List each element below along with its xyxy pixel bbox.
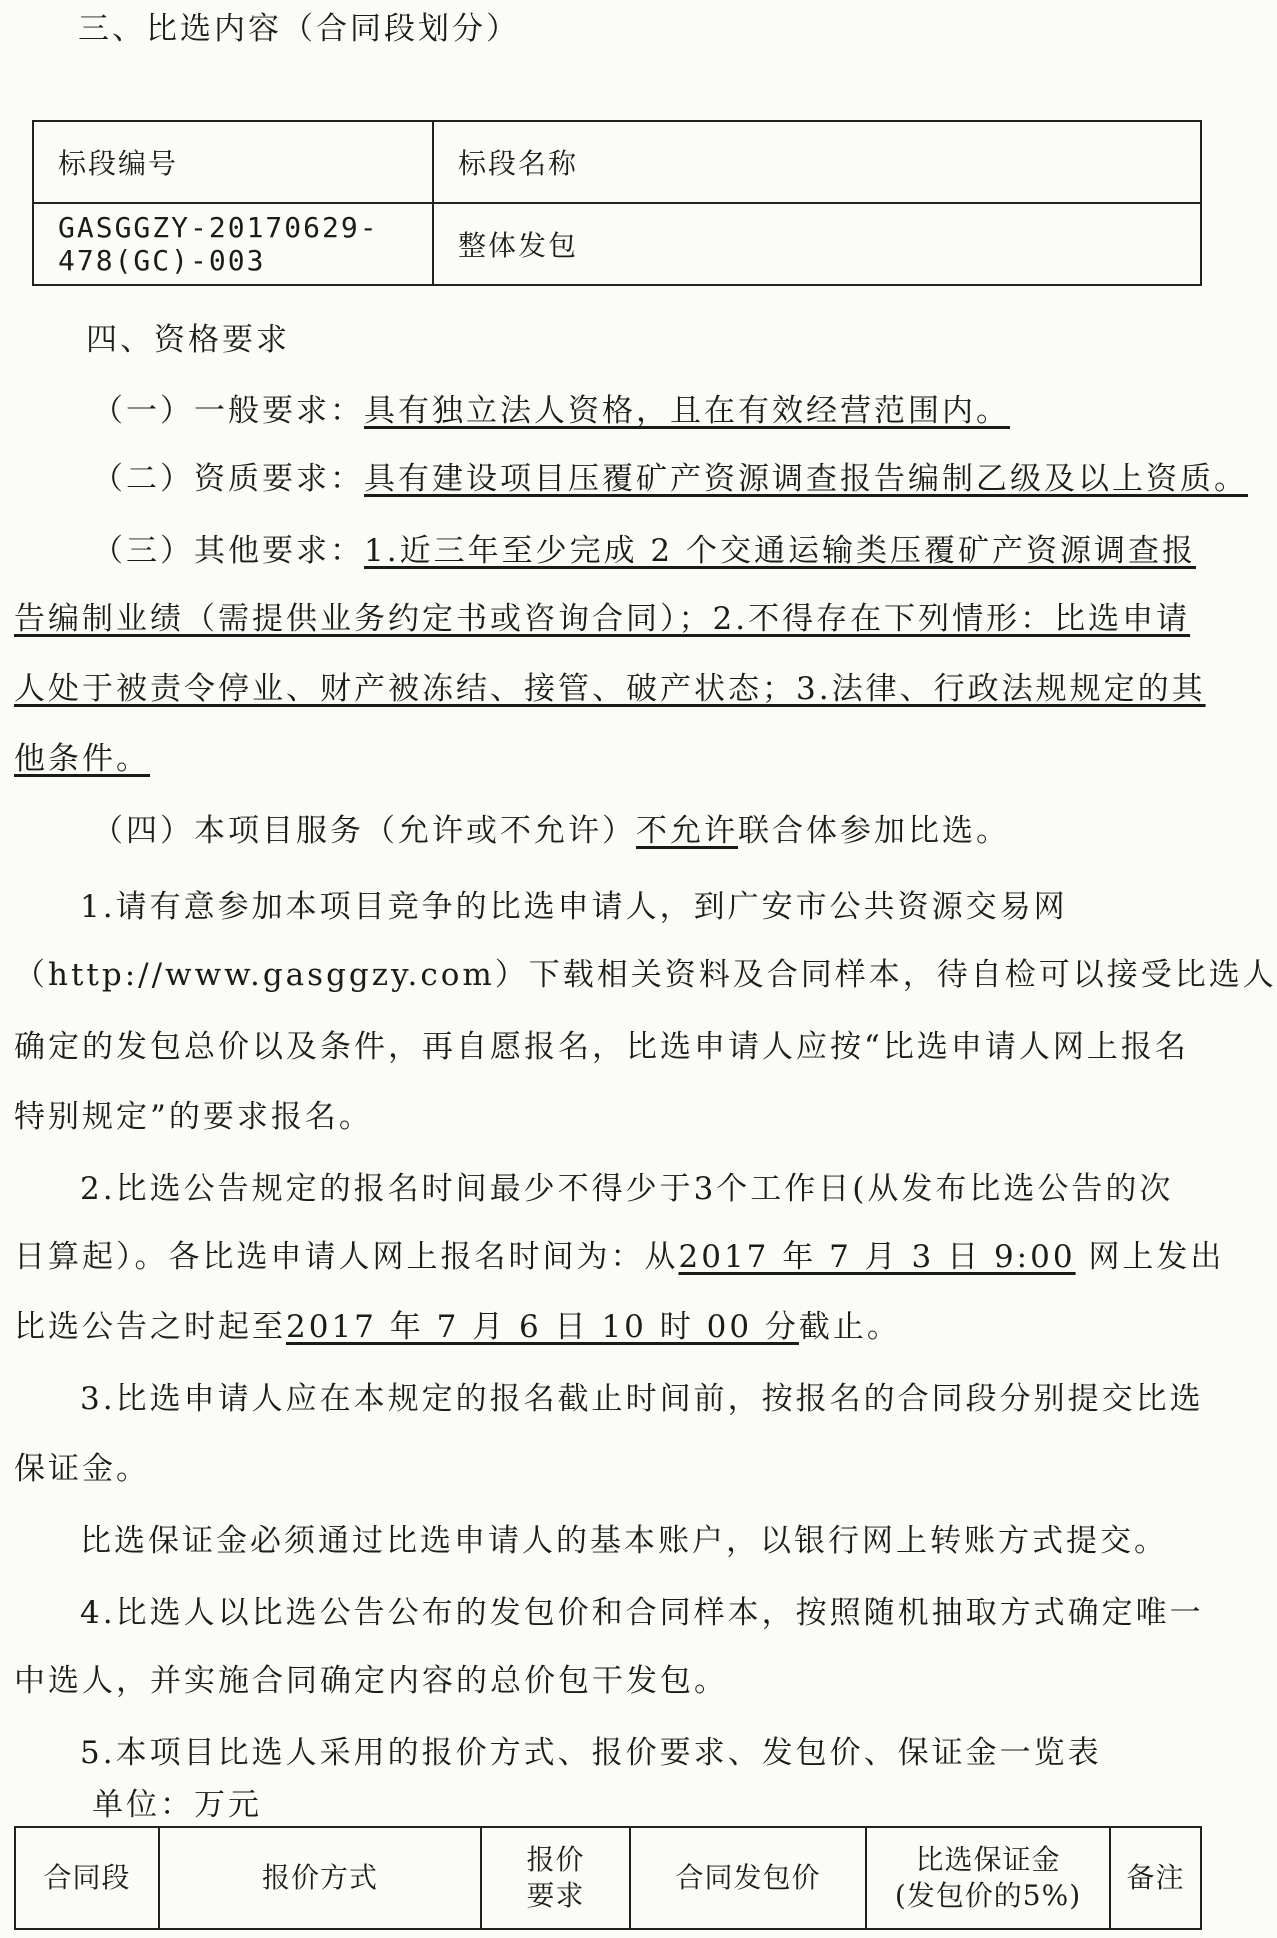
requirement-3-line-1 (92, 530, 1272, 572)
table-header-cell: 合同段 (15, 1827, 159, 1929)
requirement-text: 1.近三年至少完成 2 个交通运输类压覆矿产资源调查报 (364, 533, 1197, 569)
requirement-prefix: （四）本项目服务（允许或不允许） (92, 813, 636, 849)
header-line: 要求 (526, 1879, 585, 1912)
table-header-cell: 备注 (1110, 1827, 1201, 1929)
registration-end-time: 2017 年 7 月 6 日 10 时 00 分 (286, 1309, 799, 1345)
table-header-cell (481, 1827, 630, 1929)
requirement-3-line-3: 人处于被责令停业、财产被冻结、接管、破产状态；3.法律、行政法规规定的其 (14, 671, 1206, 707)
paragraph-2-line-2 (14, 1236, 1225, 1278)
paragraph-1-line-1: 1.请有意参加本项目竞争的比选申请人，到广安市公共资源交易网 (80, 889, 1068, 925)
paragraph-3b: 比选保证金必须通过比选申请人的基本账户，以银行网上转账方式提交。 (80, 1523, 1168, 1559)
header-line: 报价 (526, 1843, 585, 1876)
paragraph-3-line-2: 保证金。 (14, 1451, 150, 1487)
header-line: (发包价的5%) (894, 1879, 1082, 1912)
contract-section-table (32, 120, 1202, 286)
requirement-text: 具有独立法人资格，且在有效经营范围内。 (364, 393, 1010, 429)
paragraph-2-line-3 (14, 1306, 1194, 1348)
section-3-title: 三、比选内容（合同段划分） (78, 11, 520, 47)
requirement-label: （三）其他要求： (92, 533, 364, 569)
table-header-row (15, 1827, 1201, 1929)
paragraph-text: 比选公告之时起至 (14, 1309, 286, 1345)
table-cell-code: GASGGZY-20170629-478(GC)-003 (33, 203, 433, 285)
header-line: 比选保证金 (915, 1843, 1061, 1876)
paragraph-1-line-4: 特别规定”的要求报名。 (14, 1099, 373, 1135)
requirement-2 (92, 458, 1272, 500)
requirement-suffix: 联合体参加比选。 (738, 813, 1010, 849)
section-4-title: 四、资格要求 (86, 322, 290, 358)
paragraph-4-line-1: 4.比选人以比选公告公布的发包价和合同样本，按照随机抽取方式确定唯一 (80, 1595, 1204, 1631)
unit-label: 单位：万元 (92, 1787, 262, 1823)
paragraph-text: 日算起）。各比选申请人网上报名时间为：从 (14, 1239, 679, 1275)
table-header-row (33, 121, 1201, 203)
paragraph-text: 网上发出 (1088, 1239, 1225, 1275)
table-header-cell: 标段名称 (433, 121, 1201, 203)
paragraph-1-line-2: （http://www.gasggzy.com）下载相关资料及合同样本，待自检可以接受比选人 (14, 957, 1277, 993)
table-header-cell: 合同发包价 (630, 1827, 866, 1929)
price-table (14, 1826, 1202, 1930)
table-header-cell (866, 1827, 1110, 1929)
paragraph-2-line-1: 2.比选公告规定的报名时间最少不得少于3个工作日(从发布比选公告的次 (80, 1171, 1174, 1207)
requirement-text: 具有建设项目压覆矿产资源调查报告编制乙级及以上资质。 (364, 461, 1248, 497)
requirement-3-line-4: 他条件。 (14, 741, 150, 777)
requirement-label: （一）一般要求： (92, 393, 364, 429)
requirement-4 (92, 810, 1272, 852)
paragraph-5: 5.本项目比选人采用的报价方式、报价要求、发包价、保证金一览表 (80, 1735, 1102, 1771)
paragraph-text: 截止。 (798, 1309, 901, 1345)
table-row (33, 203, 1201, 285)
registration-start-time: 2017 年 7 月 3 日 9:00 (678, 1239, 1076, 1275)
paragraph-1-line-3: 确定的发包总价以及条件，再自愿报名，比选申请人应按“比选申请人网上报名 (14, 1029, 1189, 1065)
requirement-value: 不允许 (636, 813, 738, 849)
paragraph-3-line-1: 3.比选申请人应在本规定的报名截止时间前，按报名的合同段分别提交比选 (80, 1381, 1204, 1417)
table-cell-name: 整体发包 (433, 203, 1201, 285)
requirement-1 (92, 390, 1272, 432)
table-header-cell: 报价方式 (159, 1827, 481, 1929)
requirement-label: （二）资质要求： (92, 461, 364, 497)
requirement-3-line-2: 告编制业绩（需提供业务约定书或咨询合同）；2.不得存在下列情形：比选申请 (14, 601, 1191, 637)
table-header-cell: 标段编号 (33, 121, 433, 203)
paragraph-4-line-2: 中选人，并实施合同确定内容的总价包干发包。 (14, 1663, 728, 1699)
